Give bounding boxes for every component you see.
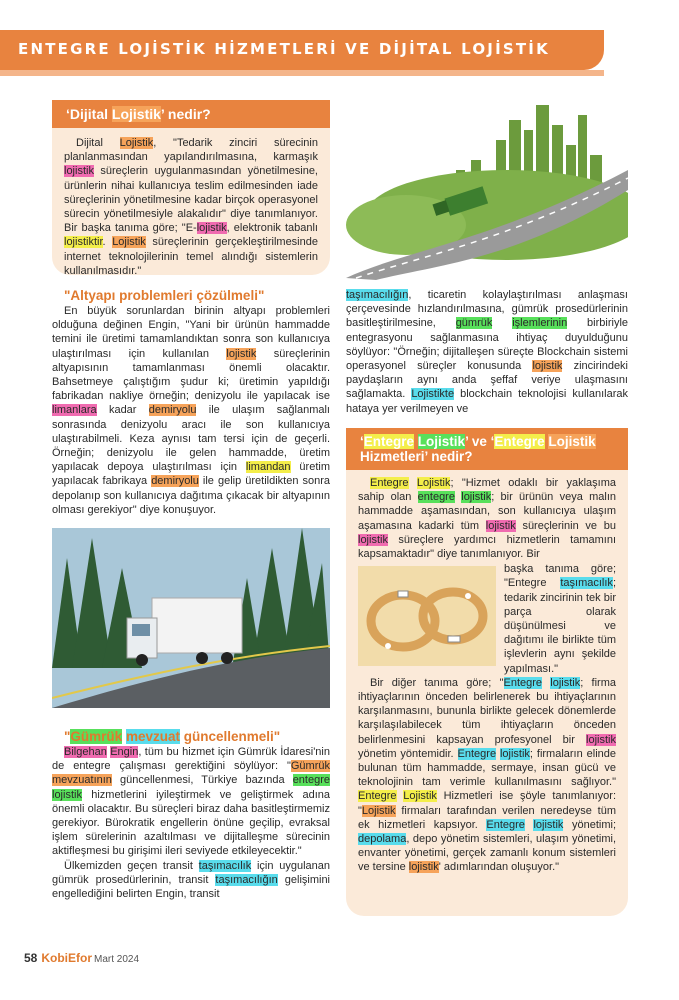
section-title-altyapi: "Altyapı problemleri çözülmeli" xyxy=(64,288,265,303)
header-banner xyxy=(0,30,604,70)
box-paragraph: Dijital Lojistik, "Tedarik zinciri sürecinin planlanmasından yapılandırılmasına, karmaşık lojistik süreçlerin uygulanmasından yönetilmesine, ürünlerin nihai kullanıcıya teslim edilmesinden iade süreçlerinin yönetilmesine kadar birçok operasyonel sürecin yönetilmesiyle alakalıdır" diye tanımlanıyor. Bir başka tanıma göre; "E-lojistik, elektronik tabanlı lojistiktir. Lojistik süreçlerinin gerçekleştirilmesinde internet teknolojilerinin temel alındığı sistemlerin kullanılmasıdır." xyxy=(64,137,318,277)
box-title: ‘Entegre Lojistik’ ve ‘Entegre Lojistik Hizmetleri’ nedir? xyxy=(346,428,628,470)
sidebar-box-dijital-lojistik xyxy=(52,100,330,275)
section-title-gumruk: "Gümrük mevzuat güncellenmeli" xyxy=(64,729,281,744)
issue-date: Mart 2024 xyxy=(94,954,140,965)
section-body-altyapi: En büyük sorunlardan birinin altyapı problemleri olduğuna değinen Engin, "Yani bir ürünün hammadde temini ile üretimi tamamlandıktan sonra son kullanıcıya ulaştırılması için kullanılan lojistik süreçlerinin altyapısının tamamlanması önemli olacaktır. Bahsetmeye çalıştığım şudur ki; üretimin yapıldığı fabrikadan nakliye örneğin; denizyolu ile yapılacak ise limanlara kadar demiryolu ile ulaşım sağlanmalı sonrasında denizyolu aracı ile son kullanıcıya ulaştırabilmeli. Keza aynısı tam tersi için de geçerli. Örneğin; denizyolu ile gelen hammadde, üretim yapılacak depoya ulaştırılması için limandan üretim yapılacak fabrikaya demiryolu ile gelip üretildikten sonra depolanıp son kullanıcıya dağıtıma çıkacak bir altyapının olması gerekiyor" diye konuşuyor. xyxy=(52,305,330,516)
page-number: 58 xyxy=(24,951,38,965)
toy-logistics-image xyxy=(358,566,496,666)
page-footer xyxy=(24,951,139,965)
magazine-brand: KobiEfor xyxy=(41,951,93,965)
right-column-text: taşımacılığın, ticaretin kolaylaştırılması anlaşması çerçevesinde hızlandırılmasına, gümrük prosedürlerinin basitleştirilmesine, gümrük işlemlerinin birbiriyle entegrasyonu sağlanmasına ihtiyaç duyulduğunu söylüyor: "Örneğin; dijitalleşen süreçte Blockchain sistemi operasyonel süreçler konusunda lojistik zincirindeki paydaşların aynı anda şeffaf veriye ulaşmasını sağlamakta. Lojistikte blockchain teknolojisi kullanılarak hataya yer verilmeyen ve xyxy=(346,289,629,415)
sidebar-box-entegre-lojistik xyxy=(346,428,628,916)
section-body-gumruk: Bilgehan Engin, tüm bu hizmet için Gümrük İdaresi'nin de entegre çalışması gerektiğini söylüyor: "Gümrük mevzuatının güncellenmesi, Türkiye bazında entegre lojistik hizmetlerini iyileştirmek ve geliştirmek adına önemli olacaktır. Bu süreçleri biraz daha basitleştirmemiz gerekiyor. Bürokratik engellerin önüne geçilip, evraksal işlem sürelerinin azaltılması ve dijitalleşme sürecinin aktifleşmesi bu girişimi ileri seviyede etkileyecektir." Ülkemizden geçen transit taşımacılık için uygulanan gümrük prosedürlerinin, transit taşımacılığın gelişimini engellediğini belirten Engin, transit xyxy=(52,746,331,901)
green-city-truck-image xyxy=(346,100,628,280)
highlight: Lojistik xyxy=(111,106,161,122)
truck-highway-image xyxy=(52,528,330,708)
header-underline xyxy=(0,70,604,76)
page-title: ENTEGRE LOJİSTİK HİZMETLERİ VE DİJİTAL LOJİSTİK xyxy=(18,40,550,58)
box-paragraph: Entegre Lojistik; "Hizmet odaklı bir yaklaşıma sahip olan entegre lojistik; bir ürünün veya malın hammadde aşamasından, son kullanıcıya ulaşım aşamasına kadarki tüm lojistik süreçlerinin ve bu lojistik süreçlere yardımcı hizmetlerin tamamını kapsamaktadır" diye tanımlanıyor. Bir başka tanıma göre; "Entegre taşımacılık; tedarik zincirinin tek bir parça olarak düşünülmesi ve dağıtımı ile birlikte tüm işlevlerin aynı şekilde yapılması." Bir diğer tanıma göre; "Entegre lojistik; firma ihtiyaçlarının önceden belirlenerek bu ihtiyaçlarının karşılanmasını, bununla birlikte gelecek dönemlerde karşılaşılabilecek tüm ihtiyaçların önceden belirlenmesini kapsayan profesyonel bir lojistik yönetim yöntemidir. Entegre lojistik; firmaların elinde bulunan tüm hammadde, sermaye, insan gücü ve teknolojinin tam verimle kullanılmasını sağlıyor." Entegre Lojistik Hizmetleri ise şöyle tanımlanıyor: "Lojistik firmaları tarafından verilen neredeyse tüm ek hizmetleri kapsıyor. Entegre lojistik yönetimi; depolama, depo yönetim sistemleri, ulaşım yönetimi, envanter yönetimi, gerçek zamanlı konum sistemleri ve tersine lojistik' adımlarından oluşuyor." xyxy=(358,477,616,874)
box-title: ‘Dijital Lojistik’ nedir? xyxy=(52,100,330,128)
